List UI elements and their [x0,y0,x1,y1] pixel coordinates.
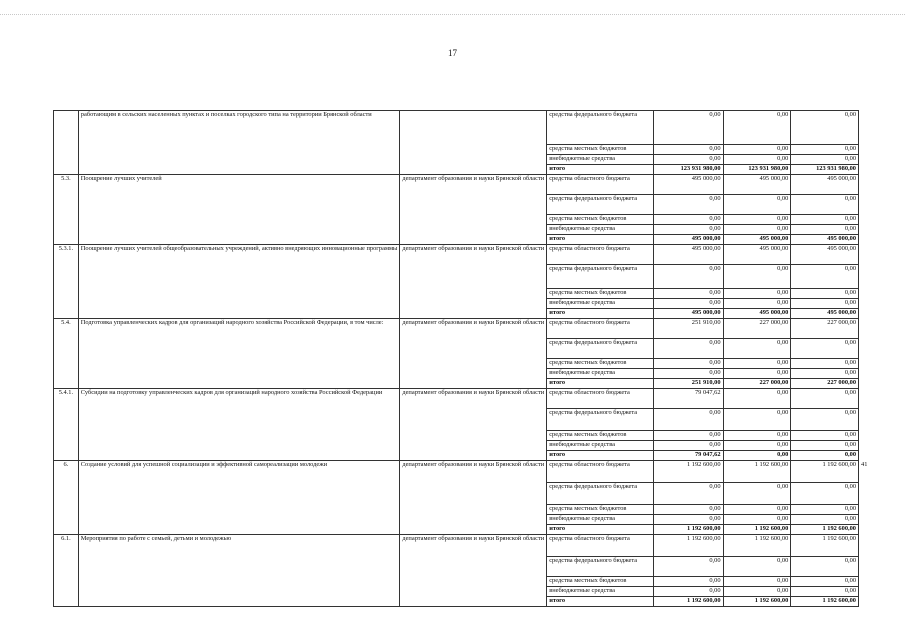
funding-source: средства федерального бюджета [547,265,654,289]
table-row [54,111,905,145]
amount-year-3: 495 000,00 [791,309,859,319]
amount-year-3: 495 000,00 [791,235,859,245]
amount-year-1: 0,00 [654,299,723,309]
amount-year-1: 0,00 [654,289,723,299]
row-note [859,535,905,557]
empty-cell [859,597,905,607]
item-executor: департамент образования и науки Брянской области [400,319,547,389]
empty-cell [859,265,905,289]
amount-year-2: 1 192 600,00 [723,535,791,557]
amount-year-3: 0,00 [791,339,859,359]
empty-cell [859,409,905,431]
funding-source: средства федерального бюджета [547,557,654,577]
item-name: Мероприятия по работе с семьей, детьми и молодежью [78,535,400,607]
amount-year-3: 0,00 [791,483,859,505]
amount-year-2: 0,00 [723,557,791,577]
funding-source: внебюджетные средства [547,369,654,379]
empty-cell [859,155,905,165]
amount-year-1: 0,00 [654,339,723,359]
funding-source: средства областного бюджета [547,535,654,557]
amount-year-1: 0,00 [654,441,723,451]
amount-year-1: 0,00 [654,515,723,525]
funding-source: средства федерального бюджета [547,111,654,145]
amount-year-3: 0,00 [791,369,859,379]
item-executor: департамент образования и науки Брянской области [400,389,547,461]
amount-year-2: 1 192 600,00 [723,461,791,483]
amount-year-2: 123 931 980,00 [723,165,791,175]
amount-year-2: 0,00 [723,155,791,165]
table-row [54,245,905,265]
empty-cell [859,577,905,587]
amount-year-2: 1 192 600,00 [723,525,791,535]
item-name: Поощрение лучших учителей [78,175,400,245]
amount-year-3: 0,00 [791,557,859,577]
empty-cell [859,225,905,235]
item-executor: департамент образования и науки Брянской области [400,175,547,245]
funding-source: внебюджетные средства [547,299,654,309]
amount-year-3: 0,00 [791,299,859,309]
funding-source: средства федерального бюджета [547,339,654,359]
amount-year-3: 0,00 [791,451,859,461]
amount-year-1: 0,00 [654,265,723,289]
funding-source: итого [547,379,654,389]
amount-year-1: 0,00 [654,215,723,225]
funding-source: средства местных бюджетов [547,577,654,587]
item-code: 5.3. [54,175,79,245]
funding-source: внебюджетные средства [547,587,654,597]
empty-cell [859,431,905,441]
table-row [54,389,905,409]
amount-year-2: 0,00 [723,369,791,379]
empty-cell [859,339,905,359]
funding-source: средства местных бюджетов [547,505,654,515]
item-code: 5.4.1. [54,389,79,461]
funding-source: средства областного бюджета [547,389,654,409]
empty-cell [859,525,905,535]
amount-year-2: 0,00 [723,195,791,215]
amount-year-3: 1 192 600,00 [791,461,859,483]
amount-year-3: 0,00 [791,505,859,515]
item-name: Создание условий для успешной социализации и эффективной самореализации молодежи [78,461,400,535]
item-code [54,111,79,175]
amount-year-2: 0,00 [723,339,791,359]
empty-cell [859,515,905,525]
amount-year-3: 495 000,00 [791,175,859,195]
amount-year-1: 0,00 [654,195,723,215]
amount-year-2: 0,00 [723,587,791,597]
amount-year-2: 0,00 [723,409,791,431]
amount-year-2: 0,00 [723,515,791,525]
empty-cell [859,309,905,319]
amount-year-2: 0,00 [723,359,791,369]
funding-source: средства федерального бюджета [547,195,654,215]
amount-year-2: 0,00 [723,505,791,515]
amount-year-3: 0,00 [791,289,859,299]
item-code: 6.1. [54,535,79,607]
amount-year-3: 0,00 [791,431,859,441]
amount-year-1: 0,00 [654,225,723,235]
row-note [859,175,905,195]
item-executor: департамент образования и науки Брянской области [400,535,547,607]
empty-cell [859,451,905,461]
empty-cell [859,235,905,245]
amount-year-2: 495 000,00 [723,245,791,265]
empty-cell [859,379,905,389]
amount-year-2: 0,00 [723,225,791,235]
amount-year-3: 0,00 [791,441,859,451]
funding-source: средства местных бюджетов [547,215,654,225]
amount-year-1: 495 000,00 [654,235,723,245]
funding-source: итого [547,165,654,175]
funding-source: итого [547,597,654,607]
amount-year-2: 0,00 [723,289,791,299]
amount-year-2: 227 000,00 [723,379,791,389]
amount-year-2: 0,00 [723,483,791,505]
amount-year-1: 251 910,00 [654,319,723,339]
funding-source: внебюджетные средства [547,225,654,235]
amount-year-3: 0,00 [791,215,859,225]
amount-year-2: 0,00 [723,215,791,225]
funding-source: внебюджетные средства [547,441,654,451]
empty-cell [859,195,905,215]
item-name: Субсидии на подготовку управленческих кадров для организаций народного хозяйства Российской Федерации [78,389,400,461]
amount-year-2: 0,00 [723,577,791,587]
item-executor [400,111,547,175]
amount-year-1: 123 931 980,00 [654,165,723,175]
amount-year-3: 0,00 [791,265,859,289]
amount-year-3: 1 192 600,00 [791,525,859,535]
item-executor: департамент образования и науки Брянской области [400,245,547,319]
amount-year-1: 495 000,00 [654,245,723,265]
funding-source: средства областного бюджета [547,175,654,195]
empty-cell [859,441,905,451]
item-name: работающим в сельских населенных пунктах и поселках городского типа на территории Брянской области [78,111,400,175]
amount-year-3: 0,00 [791,155,859,165]
amount-year-1: 495 000,00 [654,175,723,195]
budget-table [53,110,905,607]
amount-year-3: 1 192 600,00 [791,597,859,607]
amount-year-3: 495 000,00 [791,245,859,265]
empty-cell [859,483,905,505]
amount-year-3: 0,00 [791,145,859,155]
amount-year-2: 0,00 [723,441,791,451]
amount-year-1: 1 192 600,00 [654,597,723,607]
amount-year-2: 0,00 [723,431,791,441]
amount-year-2: 0,00 [723,389,791,409]
row-note [859,389,905,409]
item-name: Подготовка управленческих кадров для организаций народного хозяйства Российской Федерации, в том числе: [78,319,400,389]
scan-artifact-line [0,14,905,19]
amount-year-2: 0,00 [723,451,791,461]
amount-year-2: 0,00 [723,145,791,155]
amount-year-1: 0,00 [654,369,723,379]
table-row [54,461,905,483]
amount-year-1: 495 000,00 [654,309,723,319]
budget-table-body [54,111,905,607]
amount-year-1: 0,00 [654,505,723,515]
amount-year-3: 0,00 [791,111,859,145]
funding-source: итого [547,235,654,245]
empty-cell [859,145,905,155]
funding-source: внебюджетные средства [547,515,654,525]
empty-cell [859,289,905,299]
amount-year-1: 0,00 [654,111,723,145]
table-row [54,319,905,339]
amount-year-3: 227 000,00 [791,379,859,389]
amount-year-3: 0,00 [791,515,859,525]
empty-cell [859,557,905,577]
amount-year-3: 0,00 [791,577,859,587]
row-note [859,245,905,265]
row-note [859,319,905,339]
amount-year-3: 0,00 [791,389,859,409]
page-number: 17 [448,48,457,58]
funding-source: средства федерального бюджета [547,483,654,505]
amount-year-1: 0,00 [654,587,723,597]
amount-year-3: 0,00 [791,409,859,431]
empty-cell [859,369,905,379]
funding-source: средства местных бюджетов [547,431,654,441]
funding-source: средства местных бюджетов [547,145,654,155]
item-code: 5.3.1. [54,245,79,319]
amount-year-1: 1 192 600,00 [654,525,723,535]
funding-source: средства областного бюджета [547,245,654,265]
item-executor: департамент образования и науки Брянской области [400,461,547,535]
amount-year-1: 0,00 [654,431,723,441]
amount-year-1: 0,00 [654,483,723,505]
amount-year-2: 495 000,00 [723,175,791,195]
amount-year-2: 0,00 [723,299,791,309]
empty-cell [859,359,905,369]
amount-year-1: 0,00 [654,557,723,577]
empty-cell [859,299,905,309]
amount-year-2: 0,00 [723,111,791,145]
table-row [54,175,905,195]
item-code: 5.4. [54,319,79,389]
amount-year-3: 227 000,00 [791,319,859,339]
amount-year-2: 1 192 600,00 [723,597,791,607]
amount-year-1: 0,00 [654,577,723,587]
funding-source: средства местных бюджетов [547,359,654,369]
amount-year-1: 0,00 [654,155,723,165]
empty-cell [859,587,905,597]
amount-year-2: 495 000,00 [723,309,791,319]
amount-year-3: 0,00 [791,225,859,235]
funding-source: итого [547,525,654,535]
amount-year-3: 0,00 [791,359,859,369]
empty-cell [859,165,905,175]
amount-year-1: 0,00 [654,359,723,369]
item-name: Поощрение лучших учителей общеобразовательных учреждений, активно внедряющих инновационные программы [78,245,400,319]
funding-source: средства местных бюджетов [547,289,654,299]
item-code: 6. [54,461,79,535]
funding-source: итого [547,451,654,461]
funding-source: внебюджетные средства [547,155,654,165]
amount-year-3: 1 192 600,00 [791,535,859,557]
amount-year-3: 0,00 [791,195,859,215]
funding-source: средства федерального бюджета [547,409,654,431]
amount-year-1: 251 910,00 [654,379,723,389]
empty-cell [859,215,905,225]
amount-year-1: 79 047,62 [654,389,723,409]
empty-cell [859,505,905,515]
row-note [859,111,905,145]
funding-source: средства областного бюджета [547,461,654,483]
amount-year-1: 0,00 [654,145,723,155]
amount-year-3: 0,00 [791,587,859,597]
amount-year-3: 123 931 980,00 [791,165,859,175]
amount-year-1: 1 192 600,00 [654,535,723,557]
amount-year-1: 1 192 600,00 [654,461,723,483]
funding-source: средства областного бюджета [547,319,654,339]
funding-source: итого [547,309,654,319]
amount-year-2: 0,00 [723,265,791,289]
table-row [54,535,905,557]
row-note: 41 [861,460,868,468]
amount-year-2: 495 000,00 [723,235,791,245]
amount-year-1: 79 047,62 [654,451,723,461]
amount-year-1: 0,00 [654,409,723,431]
amount-year-2: 227 000,00 [723,319,791,339]
